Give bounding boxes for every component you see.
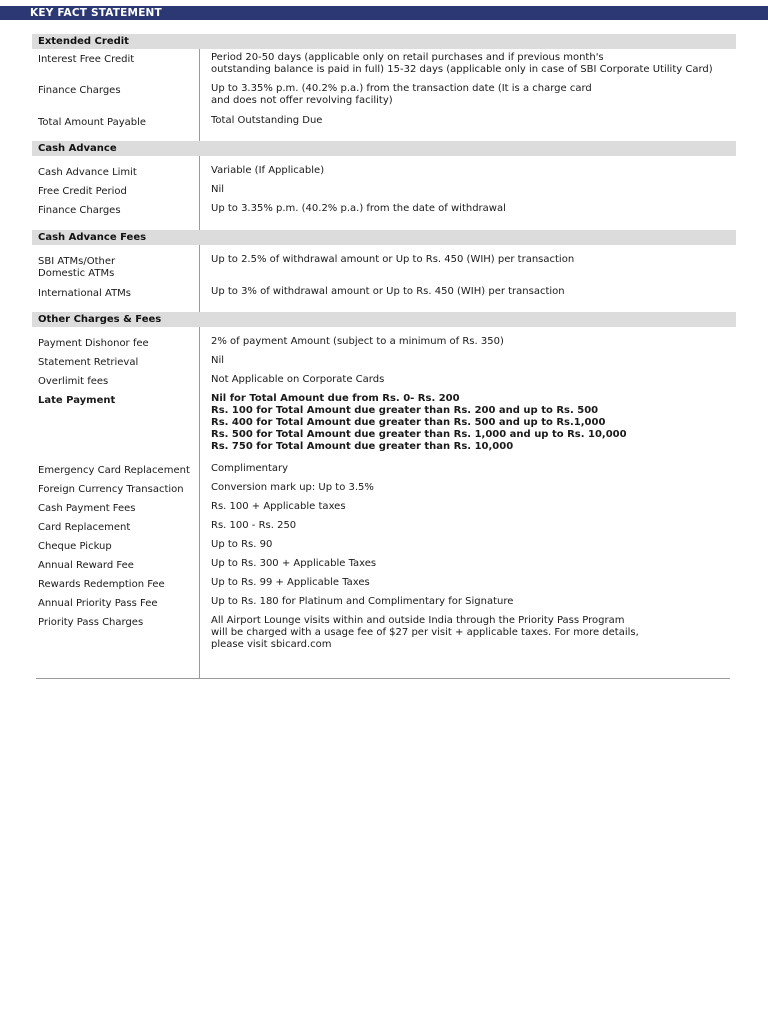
row-value-card-replacement: Rs. 100 - Rs. 250: [211, 520, 297, 531]
row-value-cheque-pickup: Up to Rs. 90: [211, 539, 273, 550]
row-label-free-credit-period: Free Credit Period: [38, 186, 127, 197]
row-value-international-atms: Up to 3% of withdrawal amount or Up to Rs. 450 (WIH) per transaction: [211, 286, 565, 297]
section-header-extended-credit: [32, 34, 736, 49]
row-value-payment-dishonor-fee: 2% of payment Amount (subject to a minimum of Rs. 350): [211, 336, 504, 347]
row-label-card-replacement: Card Replacement: [38, 522, 131, 533]
row-value-interest-free-credit: Period 20-50 days (applicable only on retail purchases and if previous month's outstanding balance is paid in full) 15-32 days (applicable only in case of SBI Corporate Utility Card): [211, 52, 713, 75]
row-value-cash-finance-charges: Up to 3.35% p.m. (40.2% p.a.) from the date of withdrawal: [211, 203, 506, 214]
row-value-priority-pass-charges: All Airport Lounge visits within and outside India through the Priority Pass Program will be charged with a usage fee of $27 per visit + applicable taxes. For more details, please visit sbicard.com: [211, 615, 639, 650]
section-header-cash-advance-fees: [32, 230, 736, 245]
row-label-emergency-card-replacement: Emergency Card Replacement: [38, 465, 190, 476]
row-value-rewards-redemption-fee: Up to Rs. 99 + Applicable Taxes: [211, 577, 370, 588]
row-label-payment-dishonor-fee: Payment Dishonor fee: [38, 338, 149, 349]
row-value-cash-advance-limit: Variable (If Applicable): [211, 165, 325, 176]
row-value-cash-payment-fees: Rs. 100 + Applicable taxes: [211, 501, 346, 512]
row-value-late-payment: Nil for Total Amount due from Rs. 0- Rs. 200 Rs. 100 for Total Amount due greater than Rs. 200 and up to Rs. 500 Rs. 400 for Total Amount due greater than Rs. 500 and up to Rs.1,000 Rs. 500 for Total Amount due greater than Rs. 1,000 and up to Rs. 10,000 Rs. 750 for Total Amount due greater than Rs. 10,000: [211, 393, 627, 452]
row-value-foreign-currency-transaction: Conversion mark up: Up to 3.5%: [211, 482, 374, 493]
row-label-priority-pass-charges: Priority Pass Charges: [38, 617, 144, 628]
row-label-late-payment: Late Payment: [38, 395, 116, 406]
row-value-total-amount-payable: Total Outstanding Due: [211, 115, 323, 126]
section-title: Extended Credit: [38, 36, 129, 47]
section-header-cash-advance: [32, 141, 736, 156]
row-label-sbi-atms: SBI ATMs/Other Domestic ATMs: [38, 256, 116, 279]
row-label-finance-charges: Finance Charges: [38, 85, 121, 96]
row-label-interest-free-credit: Interest Free Credit: [38, 54, 135, 65]
section-header-other-charges: [32, 312, 736, 327]
row-label-rewards-redemption-fee: Rewards Redemption Fee: [38, 579, 165, 590]
row-label-statement-retrieval: Statement Retrieval: [38, 357, 139, 368]
row-label-cash-payment-fees: Cash Payment Fees: [38, 503, 136, 514]
row-label-cash-advance-limit: Cash Advance Limit: [38, 167, 137, 178]
row-label-total-amount-payable: Total Amount Payable: [38, 117, 147, 128]
section-title: Cash Advance: [38, 143, 117, 154]
row-value-statement-retrieval: Nil: [211, 355, 225, 366]
section-title: Other Charges & Fees: [38, 314, 162, 325]
section-title: Cash Advance Fees: [38, 232, 147, 243]
row-value-free-credit-period: Nil: [211, 184, 225, 195]
row-label-foreign-currency-transaction: Foreign Currency Transaction: [38, 484, 184, 495]
row-label-cash-finance-charges: Finance Charges: [38, 205, 121, 216]
row-label-annual-priority-pass-fee: Annual Priority Pass Fee: [38, 598, 158, 609]
row-value-emergency-card-replacement: Complimentary: [211, 463, 289, 474]
row-label-annual-reward-fee: Annual Reward Fee: [38, 560, 134, 571]
row-label-cheque-pickup: Cheque Pickup: [38, 541, 112, 552]
row-value-overlimit-fees: Not Applicable on Corporate Cards: [211, 374, 385, 385]
row-value-annual-reward-fee: Up to Rs. 300 + Applicable Taxes: [211, 558, 377, 569]
row-value-finance-charges: Up to 3.35% p.m. (40.2% p.a.) from the transaction date (It is a charge card and does not offer revolving facility): [211, 83, 592, 106]
column-divider: [199, 34, 200, 679]
key-fact-statement-banner: [0, 6, 768, 20]
row-label-overlimit-fees: Overlimit fees: [38, 376, 109, 387]
row-label-international-atms: International ATMs: [38, 288, 132, 299]
row-value-annual-priority-pass-fee: Up to Rs. 180 for Platinum and Complimentary for Signature: [211, 596, 514, 607]
table-bottom-rule: [36, 678, 730, 679]
row-value-sbi-atms: Up to 2.5% of withdrawal amount or Up to Rs. 450 (WIH) per transaction: [211, 254, 575, 265]
page-title: KEY FACT STATEMENT: [30, 7, 162, 19]
